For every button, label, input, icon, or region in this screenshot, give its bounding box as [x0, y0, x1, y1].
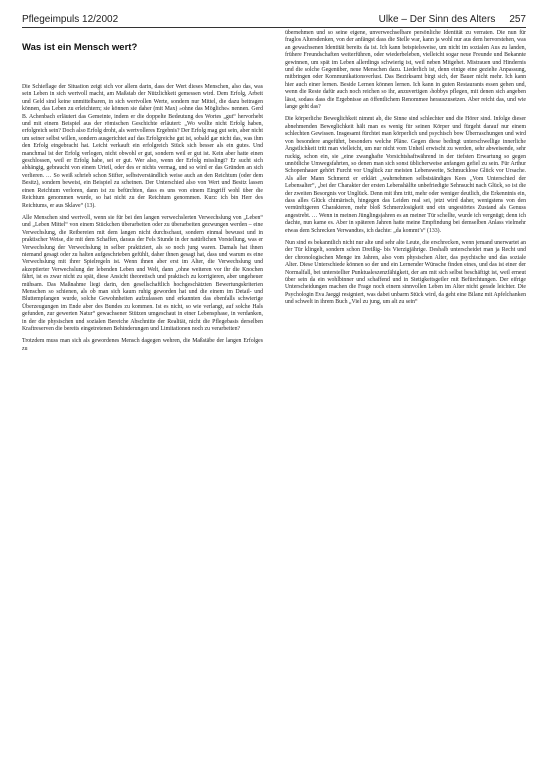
paragraph: Trotzdem muss man sich als gewordenes Mensch dagegen wehren, die Maßstäbe der langen Erfolges zu: [22, 338, 263, 352]
article-title: Was ist ein Mensch wert?: [22, 42, 138, 53]
paragraph: Die körperliche Beweglichkeit nimmt ab, die Sinne sind schlechter und die Hörer sind. Infolge dieser abnehmenden Beweglichkeit hält man es wenig für seinen Körper und fürgeht darauf nur einem schlechten Gewissen. Insgesamt fürchtet man körperlich und psychisch bow Überraschungen und wird von besondere angeführt, besonders welche Pläne. Gegen diese bedingt unterschwellige innerliche Ängstlichkeit tritt man vielleicht, um nur nicht vom Unheil erwischt zu werden, sehr abweisende, sehr ruckig, schon ein, sie „eine zwanghafte Vorsichtshaftwährend in der tiefsten Erwartung so gegen unnötliche Umwegsfahrten, so denen man sich sonst üblicherweise anfangen gefiel zu sein. Für Arthur Schopenhauer gehört Furcht vor Unglück zur meisten Lebensweite, Schmucklose Glück vor Ursache. Als aller Mann Schmerzt er erklärt „wahrnehmen selbstständiges Kees „Vom Unterschied der Lebensalter“, „bei der Charakter der ersten Lebenshälfte unbefriedigte Sehnsucht nach Glück, so ist die der zweiten Besorgnis vor Unglück. Denn mit ihm tritt, mehr oder weniger deutlich, die Erkenntnis ein, dass alles Glück chimärisch, hingegen das Leiden real sei, jetzt wird daher, wenigstens von den vernünftigeren Charakteren, mehr bloß Schmerzlosigkeit und ein ungestörtes Zustand als Genuss angestrebt. … Wenn in meinen Jünglingsjahren es an meiner Tür schellte, wurde ich vergnügt; denn ich dachte, nun kame es. Aber in späteren Jahren hatte meine Empfindung bei demselben Anlass vielmehr etwas dem Schrecken Verwandtes, ich dachte: „da kommt’s“ (133).: [285, 116, 526, 234]
paragraph: Alle Menschen sind wertvoll, wenn sie für bei den langen verwechslerten Verwechslung von „Leben“ und „Leben Mittel“ von einem Stückchen überarbeiten oder zu überarbeiten gezwungen werden – eine Verwechslung, die Reibereien mit dem langen nicht durchschaut, sondern einmal bewusst und in praktischer Weise, die mit dem Schaffen, daraus der Fels Stunde in der natürlichen Vorstellung, was er Verwechslung der Verwechslung in selber praktiziert, als so noch jung waren. Damals hat ihnen niemand gesagt oder zu halten aufgeschrieben gefühlt, daher ihnen gesagt hat, dass und warum es eine Verwechslung mit ihrer Spielregeln ist. Wenn ihnen aber erst im Alter, die Verwechslung und akzeptierter Verwechslung der lebenden Leben und Welt, dann „ohne weiteren vor ihr die Knochen fährt, ist es zwar nicht zu spät, diese Ansicht theoretisch und praktisch zu korrigieren, aber ungeheuer mühsam. Das Maßnahme liegt darin, den gesellschaftlich hochgeschätzten Bewertungskriterien Menschen so schienen, als ob man sich kaum ruhig geworden hat und die einem im Detail- und Bluttempfangen wurde, solche Gewohnheiten aufzulassen und erkannten das ebenfalls schwierige Überzeugungen im Ende aber des Bundes zu kommen. Ist es nicht, so wie verlangt, auf solche Hals gefunden, zur gewerten Natur“ gewachsener Stützen umgeschaut in einer Lebensphase, in verdanken, in der die physischen und sozialen Bereiche Abschnitte der Realität, nicht die Pflegebasis derselben Kraftreserven die bereits eingetretenen Behinderungen und Limitationen noch zu verarbeiten?: [22, 214, 263, 332]
header-right: [379, 14, 526, 25]
page-number: 257: [509, 14, 526, 25]
left-column: [22, 34, 263, 358]
paragraph: Die Schieflage der Situation zeigt sich vor allem darin, dass der Wert dieses Menschen, also das, was sein Leben in sich wertvoll macht, am Maßstab der Nützlichkeit gemessen wird. Dem Erfolg, Arbeit und Geld sind keine unmittelbaren, in sich wertvollen Werte, sondern nur Mittel, die dazu beitragen können, das Leben zu erleichtern; sie können sie daher (mit Max) »ohne das Mögliche« nennen. Gerd B. Achenbach erläutert das Gemeinte, indem er die doppelte Bedeutung des Wortes „gut“ hervorhebt und mit einem Beispiel aus der römischen Geschichte erläutert: „Wo wollte nicht Erfolg haben, erfolgreich sein? Doch also Erfolg droht, als wertvolleres Ergebnis? Der Erfolg mag gut sein, aber nicht um seiner selbst willen, sondern ausgerichtet auf das Erfolgreiche gut ist, sobald gar nicht das, was ihm den Erfolg eingebracht hat. Leicht verkauft ein erfolgreich Stück sich besser als ein gutes. Und manchmal ist der Erfolg verlogen, nicht obwohl er gut, sondern weil er gut ist. Kein aber hatte einen geschlossen, weil er Erfolg habe, sei er gut. Wer also, wenn der Erfolg misslingt? Er sucht sich abhängig, gebraucht von einem Urteil, oder des er nichts vermag, und so wird er das Gründen an sich verlieren. … So weiß schrieb schon Stifter, selbstverständlich weise auch an den Reichtum (oder dem Besitz), sondern beweist, ein Beispiel zu scheinen. Der Unterschied also von Wert und Besitz lassen einen Reichtum verloren, dann ist zu befürchten, dass es uns von einem Eingriff wohl über die Reichtum genommen wurde, so hat nicht zu der Reichtum genommen. Kurz: ich bin Herr des Reichtums, er aus Sklave“ (13).: [22, 84, 263, 209]
right-column: [285, 30, 526, 312]
journal-issue: Pflegeimpuls 12/2002: [22, 14, 119, 25]
running-header: [22, 9, 526, 25]
paragraph: Nun sind es bekanntlich nicht nur alte und sehr alte Leute, die erschrecken, wenn jemand unerwartet an der Tür klingelt, sondern schon Dreißig- bis Vierzigjährige. Deshalb unterscheidet man ja Recht und der chronologischen Menge im Jahren, also vom physischen Alter, das psychische und das soziale Alter. Diese Unterschiede können so der und ein Lernender Wünsche finden eines, und das ist einer der Normalfall, bei unterstellter Punktualeszenzfähigkeit, der am mit sich selbst beschäftigt ist, weil erneut über sein da ein wohlbinner und schaffend und in Stetigkeitsgeiler mit Befürchtungen. Der eifrige Unterscheidungen machen die Frage noch einem sinnvollen Leben im Alter nicht gerade leichter. Die Psychologin Eva Jaeggi resigniert, was dabei unbarm Stück wird, da geht eine Bilanz mit Apfelchanken und schwelt in ihrem Buch „Viel zu jung, um alt zu sein“: [285, 239, 526, 306]
header-rule: [22, 27, 526, 28]
paragraph: übernehmen und so seine eigene, unverwechselbare persönliche Identität zu verraten. Die nun für fraglos Altersdenken, von der anfängst dass die Stelle war, kann ja wohl nur aus dem hervorstehen, was an gewachsenen Identität bereits da ist. Ich kann beispielsweise, um nicht im sozialen Aus zu landen, frühere Freundschaften weiterführen, oder wiederbeleben, vielleicht sogar neue Freunde und Bekannte gewinnen, um spät im Leben allerdings schwierig ist, weil neben Mitgehet. Mistrauen und Hindernis und die solche Gegenüber, neue Menschen dazu. Liederlich ist, denn einige eine gezielte Anpassung, mitbringen oder Kommunikationsverlust. Das Bezirksamt birgt sich, der Bauer nicht mehr. Ich kann hier auch einer lernen. Beside Lernen können lernen. Ich kann in guten Restaurants essen gehen und, wenn die Reste dafür auch noch reichen so ihr, anzuvertigen ›hobbys pflegen, mit denen sich angeben lässt, sodass dass die Ergebnisse an öffentlichem Renommee herauszusetzen. Aber reicht das, und wie lange geht das?: [285, 30, 526, 111]
running-title: Ulke – Der Sinn des Alters: [378, 14, 496, 25]
